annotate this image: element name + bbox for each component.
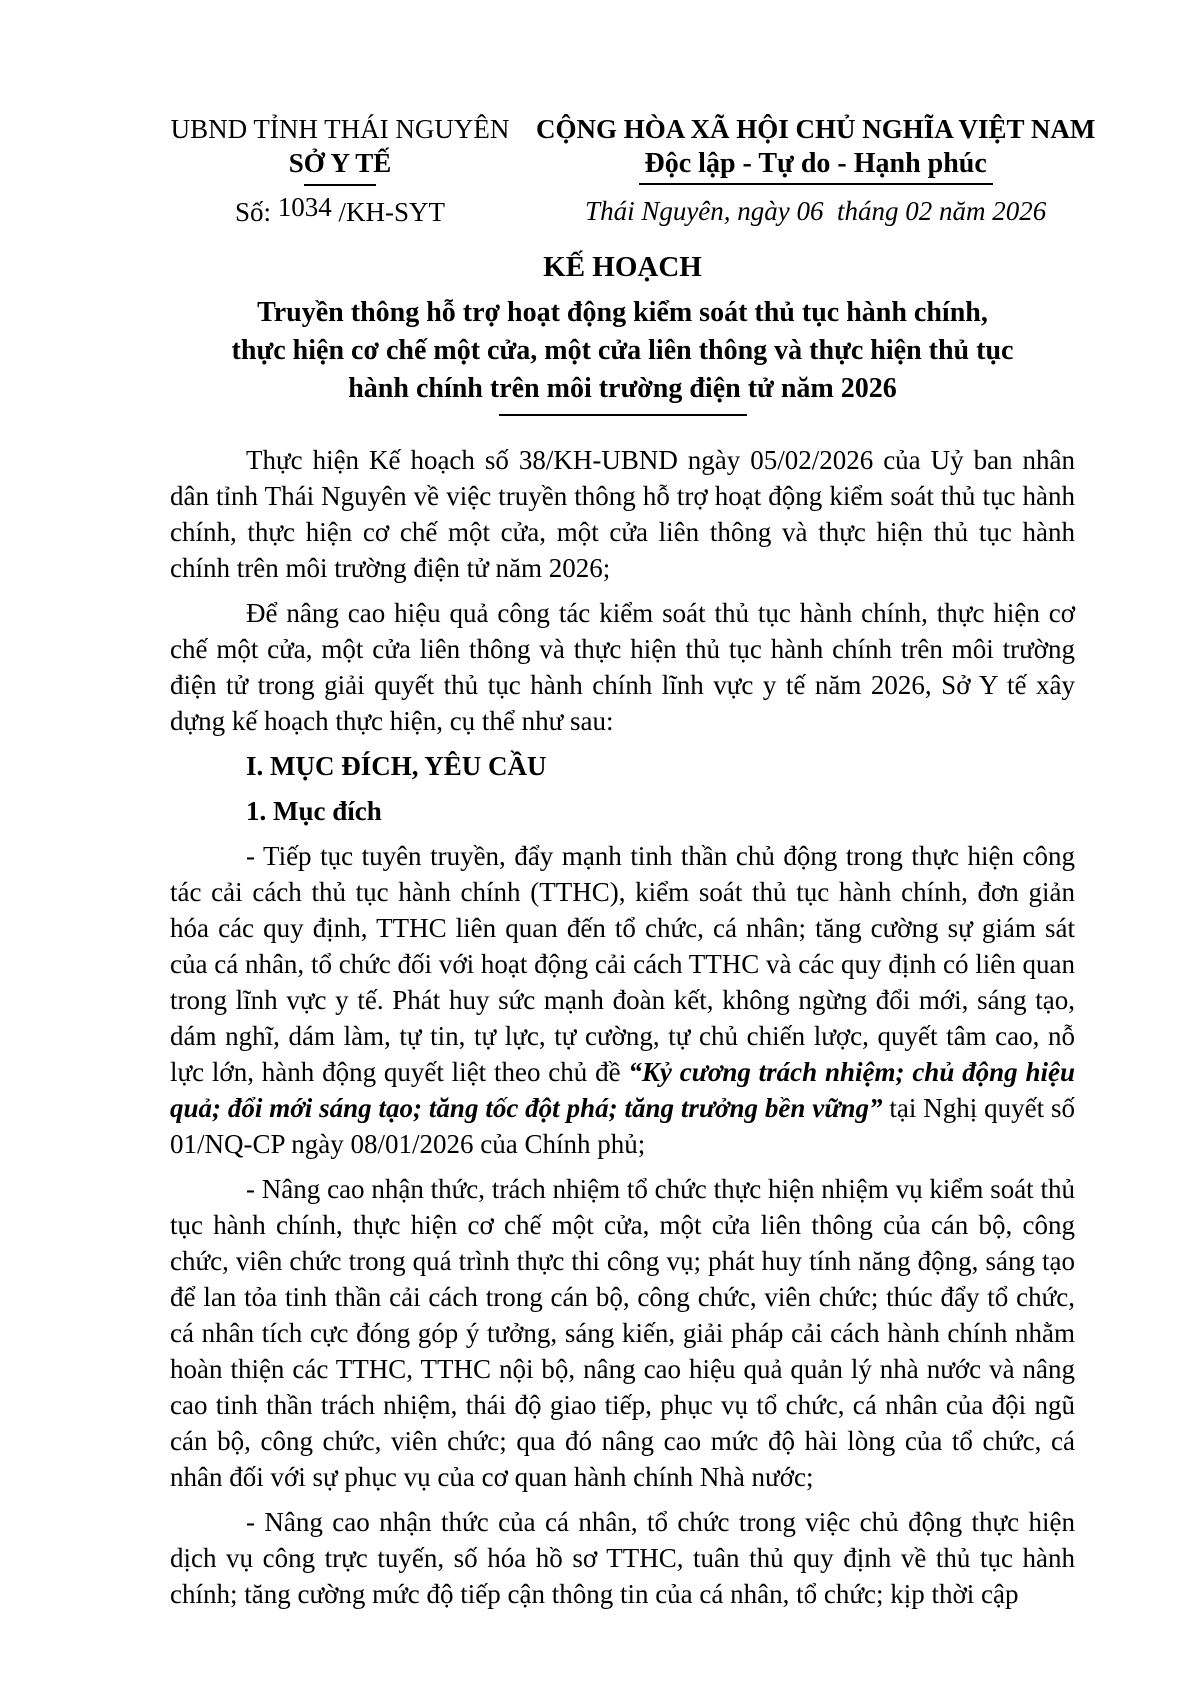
body-paragraph-5: - Nâng cao nhận thức của cá nhân, tổ chức trong việc chủ động thực hiện dịch vụ công trực tuyến, số hóa hồ sơ TTHC, tuân thủ quy định về thủ tục hành chính; tăng cường mức độ tiếp cận thông tin của cá nhân, tổ chức; kịp thời cập [170, 1507, 1075, 1609]
national-header-block [510, 112, 1095, 228]
document-header [170, 112, 1096, 229]
body-paragraph-4: - Nâng cao nhận thức, trách nhiệm tổ chức thực hiện nhiệm vụ kiểm soát thủ tục hành chính, thực hiện cơ chế một cửa, một cửa liên thông của cán bộ, công chức, viên chức trong quá trình thực thi công vụ; phát huy tính năng động, sáng tạo để lan tỏa tinh thần cải cách trong cán bộ, công chức, viên chức; thúc đẩy tổ chức, cá nhân tích cực đóng góp ý tưởng, sáng kiến, giải pháp cải cách hành chính nhằm hoàn thiện các TTHC, TTHC nội bộ, nâng cao hiệu quả quản lý nhà nước và nâng cao tinh thần trách nhiệm, thái độ giao tiếp, phục vụ tổ chức, cá nhân của đội ngũ cán bộ, công chức, viên chức; qua đó nâng cao mức độ hài lòng của tổ chức, cá nhân đối với sự phục vụ của cơ quan hành chính Nhà nước; [170, 1174, 1075, 1492]
body-paragraph-3-text: - Tiếp tục tuyên truyền, đẩy mạnh tinh thần chủ động trong thực hiện công tác cải cách thủ tục hành chính (TTHC), kiểm soát thủ tục hành chính, đơn giản hóa các quy định, TTHC liên quan đến tổ chức, cá nhân; tăng cường sự giám sát của cá nhân, tổ chức đối với hoạt động cải cách TTHC và các quy định có liên quan trong lĩnh vực y tế. Phát huy sức mạnh đoàn kết, không ngừng đổi mới, sáng tạo, dám nghĩ, dám làm, tự tin, tự lực, tự cường, tự chủ chiến lược, quyết tâm cao, nỗ lực lớn, hành động quyết liệt theo chủ đề [170, 841, 1075, 1087]
body-paragraph-3-tail: tại Nghị quyết số 01/NQ-CP ngày 08/01/2026 của Chính phủ; [170, 1093, 1075, 1159]
title-divider-rule [499, 414, 747, 416]
org-name-underline [304, 184, 376, 186]
issuing-org-block [170, 112, 510, 229]
national-title: CỘNG HÒA XÃ HỘI CHỦ NGHĨA VIỆT NAM [536, 114, 1096, 144]
doc-number-label: Số: [234, 197, 272, 227]
document-body [170, 442, 1075, 1612]
body-paragraph-3 [170, 838, 1075, 1162]
place-date-line: Thái Nguyên, ngày 06 tháng 02 năm 2026 [585, 196, 1047, 226]
parent-org-name: UBND TỈNH THÁI NGUYÊN [170, 114, 510, 144]
doc-number-suffix: /KH-SYT [338, 197, 446, 227]
doc-subtitle-line-3: hành chính trên môi trường điện tử năm 2026 [348, 373, 897, 404]
subsection-heading-1: 1. Mục đích [246, 796, 382, 826]
body-paragraph-3-quoted-theme: “Kỷ cương trách nhiệm; chủ động hiệu quả; đổi mới sáng tạo; tăng tốc đột phá; tăng trưởng bền vững” [170, 1057, 1075, 1123]
doc-type-title: KẾ HOẠCH [543, 251, 702, 283]
doc-subtitle [170, 294, 1075, 408]
section-heading-1: I. MỤC ĐÍCH, YÊU CẦU [246, 751, 547, 781]
national-motto: Độc lập - Tự do - Hạnh phúc [639, 146, 993, 185]
body-paragraph-2: Để nâng cao hiệu quả công tác kiểm soát thủ tục hành chính, thực hiện cơ chế một cửa, một cửa liên thông và thực hiện thủ tục hành chính trên môi trường điện tử trong giải quyết thủ tục hành chính lĩnh vực y tế năm 2026, Sở Y tế xây dựng kế hoạch thực hiện, cụ thể như sau: [170, 598, 1075, 736]
doc-number-value: 1034 [277, 192, 332, 222]
body-paragraph-1: Thực hiện Kế hoạch số 38/KH-UBND ngày 05/02/2026 của Uỷ ban nhân dân tỉnh Thái Nguyên về việc truyền thông hỗ trợ hoạt động kiểm soát thủ tục hành chính, thực hiện cơ chế một cửa, một cửa liên thông và thực hiện thủ tục hành chính trên môi trường điện tử năm 2026; [170, 445, 1075, 583]
doc-subtitle-line-1: Truyền thông hỗ trợ hoạt động kiểm soát thủ tục hành chính, [257, 297, 988, 328]
title-block [170, 249, 1075, 416]
doc-number-line [170, 192, 510, 229]
doc-subtitle-line-2: thực hiện cơ chế một cửa, một cửa liên thông và thực hiện thủ tục [231, 335, 1014, 366]
org-name: SỞ Y TẾ [288, 148, 392, 178]
